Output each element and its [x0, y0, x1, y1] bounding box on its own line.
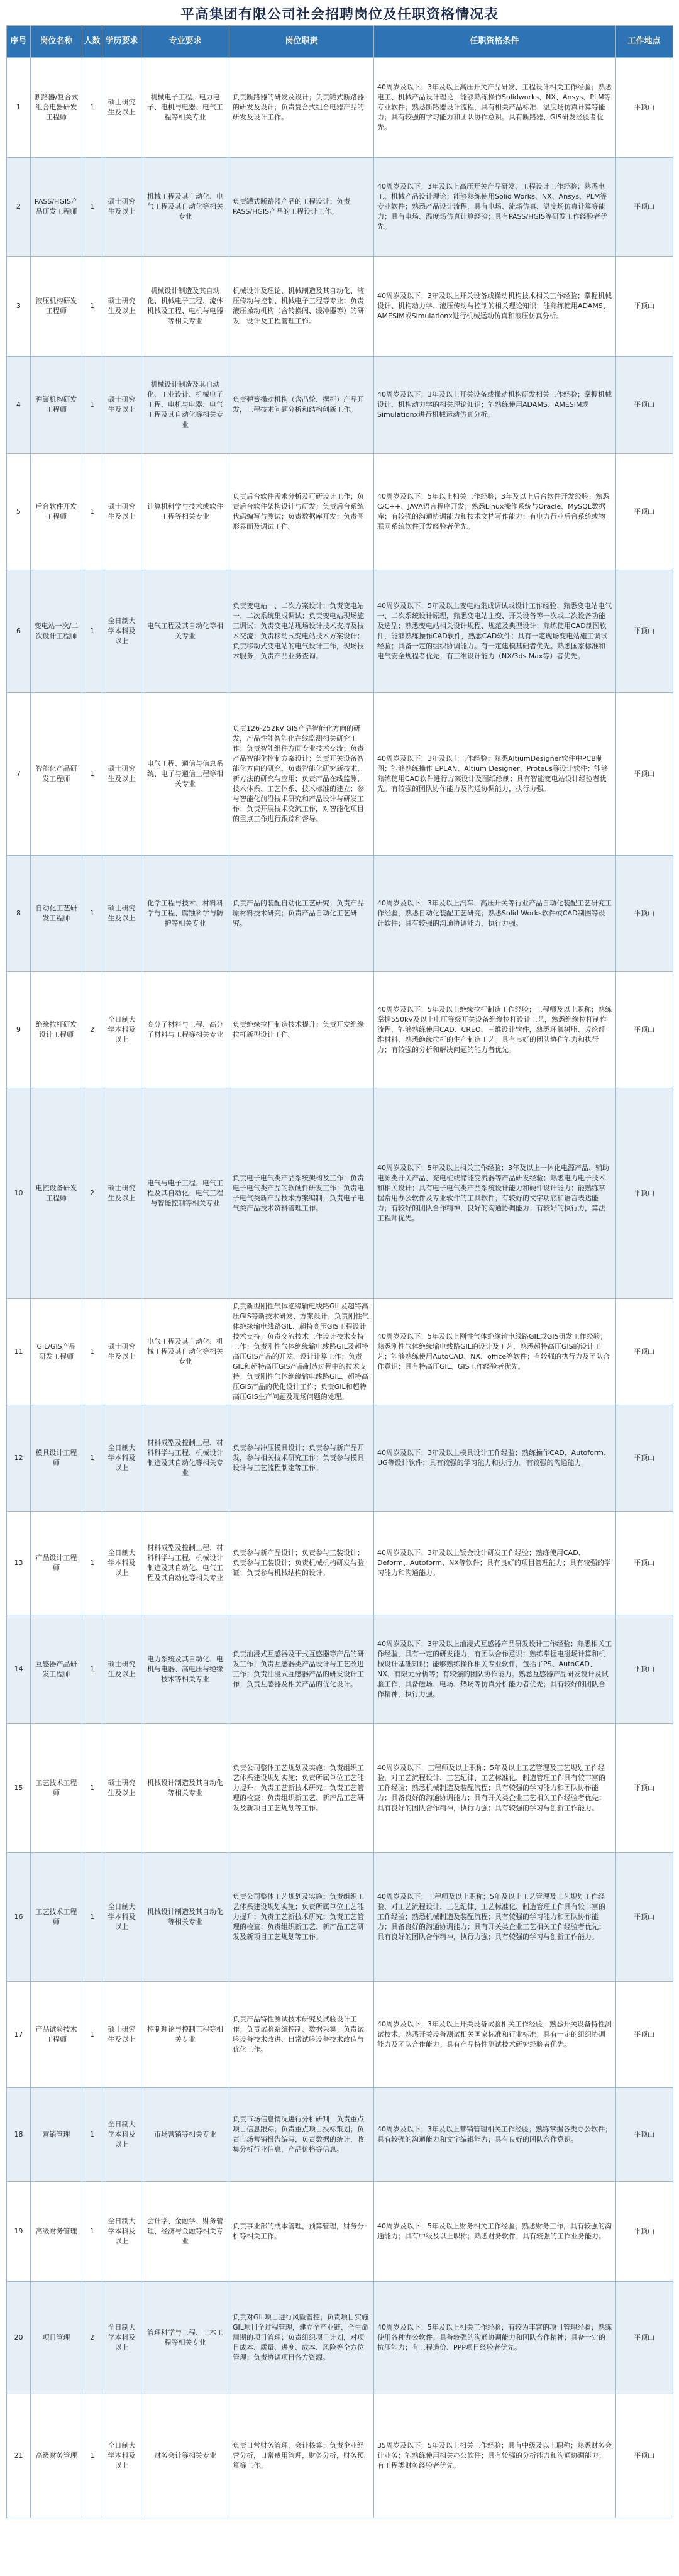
cell-major: 市场营销等相关专业: [141, 2088, 229, 2182]
cell-seq: 18: [7, 2088, 31, 2182]
cell-count: 1: [82, 2394, 102, 2518]
header-location: 工作地点: [616, 26, 673, 58]
cell-education: 硕士研究生及以上: [102, 454, 141, 570]
cell-duties: 负责126-252kV GIS产品智能化方向的研发，产品性能智能化在线监测相关研究工作；负责智能组件方面专业技术交流；负责产品智能化控制方案设计；负责开关设备智能化方向的研究，负责智能化研究新技术、新方法的研究与应用；负责产品在线监测、技术体系、工艺体系、技术标准的建立；参与智能化前沿技术研究和产品设计与研发工作；负责开展技术交流工作，对智能化项目的重点工作进行跟踪和督导。: [229, 693, 374, 856]
cell-education: 全日制大学本科及以上: [102, 2394, 141, 2518]
cell-location: 平顶山: [616, 1724, 673, 1853]
cell-seq: 3: [7, 257, 31, 357]
cell-position: 产品设计工程师: [31, 1512, 82, 1615]
cell-major: 材料成型及控制工程、材料科学与工程、机械设计制造及其自动化等相关专业: [141, 1405, 229, 1512]
cell-seq: 21: [7, 2394, 31, 2518]
cell-location: 平顶山: [616, 1982, 673, 2088]
cell-position: 绝缘拉杆研发设计工程师: [31, 972, 82, 1088]
cell-seq: 9: [7, 972, 31, 1088]
table-row: [7, 972, 673, 1088]
page-title: 平高集团有限公司社会招聘岗位及任职资格情况表: [180, 6, 499, 23]
cell-count: 1: [82, 2088, 102, 2182]
cell-count: 1: [82, 1405, 102, 1512]
cell-position: 模具设计工程师: [31, 1405, 82, 1512]
cell-major: 财务会计等相关专业: [141, 2394, 229, 2518]
cell-position: GIL/GIS产品研发工程师: [31, 1299, 82, 1405]
cell-education: 全日制大学本科及以上: [102, 1512, 141, 1615]
cell-requirements: 40周岁及以下；3年及以上开关设备或操动机构技术相关工作经验；掌握机械设计、机构动力学、液压传动与控制的相关理论知识；能熟练使用ADAMS、AMESIM或Simulationx进行机械运动仿真和液压仿真分析。: [374, 257, 616, 357]
cell-location: 平顶山: [616, 1512, 673, 1615]
cell-position: 变电站一次/二次设计工程师: [31, 570, 82, 693]
cell-duties: 负责电子电气类产品系统架构及工作；负责电子电气类产品的软硬件研发工作；负责电子电气类新产品技术方案编制；负责电子电气类产品技术资料管理工作。: [229, 1088, 374, 1299]
cell-seq: 8: [7, 856, 31, 972]
cell-seq: 5: [7, 454, 31, 570]
cell-location: 平顶山: [616, 972, 673, 1088]
cell-location: 平顶山: [616, 570, 673, 693]
cell-education: 全日制大学本科及以上: [102, 2282, 141, 2394]
cell-position: 工艺技术工程师: [31, 1724, 82, 1853]
cell-major: 会计学、金融学、财务管理、经济与金融等相关专业: [141, 2182, 229, 2282]
cell-requirements: 40周岁及以下；5年及以上相关工作经验；3年及以上一体化电源产品、辅助电源类开关产品、充电桩或储能变流器等产品研发经验；熟悉电力电子技术和相关设计；具有电子电气类产品系统设计能力和硬件设计能力；能熟练掌握常用办公软件及专业软件的工具软件；有较好的文字功底和语言表达能力；有较好的团队合作精神，良好的沟通协调能力；有较好的执行力，算法工程师优先。: [374, 1088, 616, 1299]
cell-major: 计算机科学与技术或软件工程等相关专业: [141, 454, 229, 570]
cell-position: 自动化工艺研发工程师: [31, 856, 82, 972]
cell-major: 机械设计制造及其自动化、机械电子工程、流体机械及工程、电机与电器等相关专业: [141, 257, 229, 357]
cell-seq: 13: [7, 1512, 31, 1615]
cell-duties: 负责产品的装配自动化工艺研究；负责产品原材料技术研究；负责产品自动化工艺研究。: [229, 856, 374, 972]
cell-duties: 负责变电站一、二次方案设计；负责变电站一、二次系统集成调试；负责变电站现场施工调试；负责变电站现场设计技术支持及技术交流；负责移动式变电站技术方案设计；负责移动式变电站的电气设计工作，现场技术服务；负责产品业务查询。: [229, 570, 374, 693]
cell-seq: 14: [7, 1615, 31, 1724]
table-row: [7, 158, 673, 257]
table-row: [7, 2088, 673, 2182]
cell-seq: 17: [7, 1982, 31, 2088]
cell-requirements: 40周岁及以下；5年及以上刚性气体绝缘输电线路GIL或GIS研发工作经验；熟悉刚性气体绝缘输电线路GIL的设计及工艺，熟悉超特高压GIS的设计工艺；能够熟练使用AutoCAD、NX、office等软件；有较强的执行力及团队合作意识；具有特高压GIL、GIS工作经验者优先。: [374, 1299, 616, 1405]
cell-duties: 负责对GIL项目进行风险管控；负责项目实施GIL项目全过程管理，建立全产业链、全生命周期的项目管理；负责组织项目计划，对项目成本、质量、进度、成本、风险等全方位管理；负责协调项目各方资源。: [229, 2282, 374, 2394]
cell-seq: 2: [7, 158, 31, 257]
cell-requirements: 40周岁及以下；3年及以上工作经验；熟悉AltiumDesigner软件中PCB制图；能够熟练操作 EPLAN、Altium Designer、Proteus等设计软件；能够熟练使用CAD软件进行方案设计及图纸绘制；具有智能变电站设计经验者优先。有较强的团队协作能力及沟通协调能力，执行力强。: [374, 693, 616, 856]
cell-duties: 负责日常财务管理，会计核算；负责企业经营分析，日常费用管理，财务分析，财务预算等工作。: [229, 2394, 374, 2518]
cell-position: 液压机构研发工程师: [31, 257, 82, 357]
table-header-row: [7, 26, 673, 58]
cell-major: 高分子材料与工程、高分子材料与工程等相关专业: [141, 972, 229, 1088]
cell-education: 全日制大学本科及以上: [102, 570, 141, 693]
table-row: [7, 2182, 673, 2282]
cell-duties: 负责公司整体工艺规划及实施；负责组织工艺体系建设规划实施；负责所属单位工艺能力提升；负责工艺新技术研究；负责工艺管理的检查；负责组织新工艺、新产品工艺研发及新项目工艺规划等工作。: [229, 1724, 374, 1853]
cell-major: 电气工程、通信与信息系统、电子与通信工程等相关专业: [141, 693, 229, 856]
header-duties: 岗位职责: [229, 26, 374, 58]
cell-education: 硕士研究生及以上: [102, 357, 141, 454]
cell-education: 全日制大学本科及以上: [102, 972, 141, 1088]
cell-location: 平顶山: [616, 58, 673, 158]
cell-duties: 负责新型刚性气体绝缘输电线路GIL及超特高压GIS等新技术研发、方案设计；负责刚性气体绝缘输电线路GIL、超特高压GIS工程设计技术支持；负责交流技术工作设计技术支持工作；负责刚性气体绝缘输电线路GIL及超特高压GIS产品的开发、设计计算工作；负责GIL和超特高压GIS产品制造过程中的技术支持；负责刚性气体绝缘输电线路GIL、超特高压GIS产品的优化设计工作；负责GIL和超特高压GIS生产问题及现场问题的处理。: [229, 1299, 374, 1405]
cell-major: 电气工程及其自动化等相关专业: [141, 570, 229, 693]
table-row: [7, 2394, 673, 2518]
cell-position: 互感器产品研发工程师: [31, 1615, 82, 1724]
table-body: [7, 58, 673, 2518]
cell-requirements: 40周岁及以下；3年及以上高压开关产品研发、工程设计工作经验；熟悉电工、机械产品设计理论；能够熟练使用Solid Works、NX、Ansys、PLM等专业软件；熟悉产品设计流程，具有电场、流场仿真、温度场仿真计算等能力；具有电场、温度场仿真计算经验；具有PASS/HGIS等研发工作经验者优先。: [374, 158, 616, 257]
cell-education: 硕士研究生及以上: [102, 58, 141, 158]
cell-location: 平顶山: [616, 693, 673, 856]
cell-seq: 11: [7, 1299, 31, 1405]
cell-position: 高级财务管理: [31, 2182, 82, 2282]
cell-count: 1: [82, 357, 102, 454]
cell-major: 机械设计制造及其自动化等相关专业: [141, 1724, 229, 1853]
cell-requirements: 40周岁及以下；3年及以上油浸式互感器产品研发设计工作经验；熟悉相关工作经验，具有一定的研发能力，有团队合作意识；熟练掌握电磁场计算和机械设计基础知识；能够熟练操作相关专业软件，包括了PS、AutoCAD、NX、有限元分析等；有较强的团队协作能力。熟悉互感器产品研发设计及试验工作，具备磁场、电场、热场等仿真分析能力者优先；具有较好的团队合作精神，执行力强。: [374, 1615, 616, 1724]
cell-duties: 负责罐式断路器产品的工程设计；负责PASS/HGIS产品的工程设计工作。: [229, 158, 374, 257]
cell-requirements: 40周岁及以下；3年及以上模具设计工作经验；熟练操作CAD、Autoform、UG等设计软件；具有较强的学习能力和执行力。有较强的沟通能力。: [374, 1405, 616, 1512]
cell-requirements: 40周岁及以下；3年及以上高压开关产品研发、工程设计相关工作经验；熟悉电工、机械产品设计理论；能够熟练操作Solidworks、NX、Ansys、PLM等专业软件；熟悉断路器设计流程，具有相关产品标准、温度场仿真计算等能力；具有较强的学习能力和团队协作意识。具有断路器、GIS研发经验者优先。: [374, 58, 616, 158]
cell-location: 平顶山: [616, 2282, 673, 2394]
cell-location: 平顶山: [616, 257, 673, 357]
table-row: [7, 1512, 673, 1615]
cell-duties: 负责断路器的研发及设计；负责罐式断路器的研发及设计；负责复合式组合电器产品的研发及设计工作。: [229, 58, 374, 158]
cell-education: 全日制大学本科及以上: [102, 1853, 141, 1982]
cell-duties: 负责参与冲压模具设计；负责参与新产品开发，参与相关技术研究工作；负责参与模具设计与工艺流程制定等工作。: [229, 1405, 374, 1512]
table-row: [7, 1982, 673, 2088]
cell-location: 平顶山: [616, 454, 673, 570]
cell-duties: 负责事业部的成本管理，预算管理，财务分析等相关工作。: [229, 2182, 374, 2282]
cell-education: 全日制大学本科及以上: [102, 2088, 141, 2182]
header-position: 岗位名称: [31, 26, 82, 58]
table-row: [7, 1405, 673, 1512]
cell-education: 硕士研究生及以上: [102, 1724, 141, 1853]
header-education: 学历要求: [102, 26, 141, 58]
cell-major: 电气工程及其自动化、机械工程及其自动化等相关专业: [141, 1299, 229, 1405]
cell-seq: 19: [7, 2182, 31, 2282]
cell-education: 硕士研究生及以上: [102, 257, 141, 357]
table-row: [7, 2282, 673, 2394]
cell-education: 硕士研究生及以上: [102, 693, 141, 856]
cell-requirements: 40周岁及以下；3年及以上营销管理相关工作经验；熟练掌握各类办公软件；具有较强的沟通能力和文字编辑能力；具有良好的团队合作意识。: [374, 2088, 616, 2182]
cell-major: 控制理论与控制工程等相关专业: [141, 1982, 229, 2088]
cell-position: 弹簧机构研发工程师: [31, 357, 82, 454]
cell-position: 断路器/复合式组合电器研发工程师: [31, 58, 82, 158]
header-requirements: 任职资格条件: [374, 26, 616, 58]
cell-duties: 负责产品特性测试技术研究及试验设计工作；负责试验系统控制、数据采集；负责试验设备技术改进、日常试验设备技术改造与优化工作。: [229, 1982, 374, 2088]
cell-requirements: 40周岁及以下；5年及以上相关工作经验；有较为丰富的项目管理经验；熟练使用各种办公软件；具备较强的沟通协调能力和团队合作精神；具备一定的抗压能力；有工程造价、PPP项目经验者优先。: [374, 2282, 616, 2394]
cell-seq: 7: [7, 693, 31, 856]
table-row: [7, 1088, 673, 1299]
cell-position: 智能化产品研发工程师: [31, 693, 82, 856]
cell-location: 平顶山: [616, 856, 673, 972]
cell-count: 1: [82, 1615, 102, 1724]
cell-count: 1: [82, 1512, 102, 1615]
cell-location: 平顶山: [616, 357, 673, 454]
cell-requirements: 40周岁及以下；工程师及以上职称；5年及以上工艺管理及工艺规划工作经验，对工艺流程设计、工艺纪律、工艺标准化、制造管理工作具有较丰富的工作经验；熟悉机械制造及装配流程；具有较强的学习能力和团队协作能力；具备良好的沟通协调能力；具有开关类企业工艺相关工作经验者优先；具有良好的团队合作精神，执行力强；具有较强的学习与创新工作能力。: [374, 1724, 616, 1853]
cell-major: 电力系统及其自动化、电机与电器、高电压与绝缘技术等相关专业: [141, 1615, 229, 1724]
cell-position: 营销管理: [31, 2088, 82, 2182]
cell-major: 化学工程与技术、材料科学与工程、腐蚀科学与防护等相关专业: [141, 856, 229, 972]
cell-seq: 10: [7, 1088, 31, 1299]
cell-major: 机械设计制造及其自动化、工业设计、机械电子工程、电机与电器、电气工程及其自动化等相关专业: [141, 357, 229, 454]
cell-education: 硕士研究生及以上: [102, 1615, 141, 1724]
cell-count: 1: [82, 58, 102, 158]
header-seq: 序号: [7, 26, 31, 58]
cell-seq: 12: [7, 1405, 31, 1512]
cell-location: 平顶山: [616, 1299, 673, 1405]
table-row: [7, 1299, 673, 1405]
cell-count: 1: [82, 1853, 102, 1982]
cell-position: 后台软件开发工程师: [31, 454, 82, 570]
table-row: [7, 693, 673, 856]
table-row: [7, 856, 673, 972]
cell-duties: 负责公司整体工艺规划及实施；负责组织工艺体系建设规划实施；负责所属单位工艺能力提升；负责工艺新技术研究；负责工艺管理的检查；负责组织新工艺、新产品工艺研发及新项目工艺规划等工作。: [229, 1853, 374, 1982]
cell-duties: 负责弹簧操动机构（含凸轮、摆杆）产品开发，工程技术问题分析和结构创新工作。: [229, 357, 374, 454]
cell-duties: 负责后台软件需求分析及可研设计工作；负责后台软件架构设计与研发；负责后台系统代码编写与测试；负责数据库开发；负责图形界面及调试工作。: [229, 454, 374, 570]
cell-count: 1: [82, 2182, 102, 2282]
cell-location: 平顶山: [616, 2394, 673, 2518]
cell-requirements: 40周岁及以下；3年及以上钣金设计研发工作经验；熟练使用CAD、Deform、Autoform、NX等软件；具有良好的项目管理能力；具有较强的学习能力和沟通能力。: [374, 1512, 616, 1615]
cell-count: 1: [82, 693, 102, 856]
cell-major: 机械工程及其自动化、电气工程及其自动化等相关专业: [141, 158, 229, 257]
table-row: [7, 570, 673, 693]
cell-count: 1: [82, 856, 102, 972]
cell-count: 1: [82, 1299, 102, 1405]
cell-education: 硕士研究生及以上: [102, 1088, 141, 1299]
cell-seq: 1: [7, 58, 31, 158]
cell-position: 产品试验技术工程师: [31, 1982, 82, 2088]
cell-duties: 负责市场信息情况进行分析研判；负责重点项目信息跟踪；负责重点项目投标策划；负责市场营销报告编写，负责数据的统计，收集分析行业信息，产品价格等信息。: [229, 2088, 374, 2182]
table-row: [7, 58, 673, 158]
cell-location: 平顶山: [616, 1853, 673, 1982]
cell-duties: 负责参与新产品设计；负责参与工装设计；负责参与工装设计；负责机械机构研发与验证；负责参与机械结构的设计。: [229, 1512, 374, 1615]
cell-seq: 15: [7, 1724, 31, 1853]
cell-position: 高级财务管理: [31, 2394, 82, 2518]
table-row: [7, 357, 673, 454]
cell-requirements: 40周岁及以下；5年及以上变电站集成调试或设计工作经验；熟悉变电站电气一、二次系统设计原理，熟悉变电站主变、开关设备等一次或二次设备功能及选型；熟悉变电站相关设计规程、规范及典型设计；熟练使用CAD制图软件，能够熟练操作CAD软件，熟悉CAD软件；具有一定现场变电站施工调试经验；具备一定的组织协调能力。有一定建模基础者优先。熟悉国家标准和电气安全规程者优先；有三维设计能力（NX/3ds Max等）者优先。: [374, 570, 616, 693]
cell-requirements: 40周岁及以下；5年及以上财务相关工作经验；熟悉财务工作，具有较强的沟通能力；具有中级及以上职称；熟悉财务软件；具有较强的工作业务能力。: [374, 2182, 616, 2282]
cell-requirements: 40周岁及以下；工程师及以上职称；5年及以上工艺管理及工艺规划工作经验，对工艺流程设计、工艺纪律、工艺标准化、制造管理工作具有较丰富的工作经验；熟悉机械制造及装配流程；具有较强的学习能力和团队协作能力；具备良好的沟通协调能力；具有开关类企业工艺相关工作经验者优先；具有良好的团队合作精神，执行力强；具有较强的学习与创新工作能力。: [374, 1853, 616, 1982]
cell-location: 平顶山: [616, 1088, 673, 1299]
cell-count: 1: [82, 158, 102, 257]
cell-duties: 机械设计及理论、机械制造及其自动化、液压传动与控制、机械电子工程等专业；负责液压操动机构（含转换阀、缓冲器等）的研发、设计及工程管理工作。: [229, 257, 374, 357]
cell-seq: 20: [7, 2282, 31, 2394]
cell-major: 机械电子工程、电力电子、电机与电器、电气工程等相关专业: [141, 58, 229, 158]
cell-requirements: 40周岁及以下；5年以上相关工作经验；3年及以上后台软件开发经验；熟悉C/C++、JAVA语言程序开发；熟悉Linux操作系统与Oracle、MySQL数据库；有较强的沟通协调能力和技术文档写作能力；有电力行业后台系统或物联网系统软件开发经验者优先。: [374, 454, 616, 570]
header-count: 人数: [82, 26, 102, 58]
table-row: [7, 1615, 673, 1724]
table-row: [7, 454, 673, 570]
cell-seq: 16: [7, 1853, 31, 1982]
cell-education: 全日制大学本科及以上: [102, 1405, 141, 1512]
cell-position: PASS/HGIS产品研发工程师: [31, 158, 82, 257]
cell-count: 1: [82, 257, 102, 357]
cell-education: 全日制大学本科及以上: [102, 2182, 141, 2282]
cell-requirements: 40周岁及以下；3年及以上汽车、高压开关等行业产品自动化装配工艺研究工作经验，熟悉自动化装配工艺研究；熟悉Solid Works软件或CAD制图等设计软件；具有较强的沟通协调能力，执行力强。: [374, 856, 616, 972]
cell-count: 2: [82, 972, 102, 1088]
cell-duties: 负责绝缘拉杆制造技术提升；负责开发绝缘拉杆新型设计工作。: [229, 972, 374, 1088]
cell-education: 硕士研究生及以上: [102, 856, 141, 972]
cell-major: 机械设计制造及其自动化等相关专业: [141, 1853, 229, 1982]
cell-education: 硕士研究生及以上: [102, 1982, 141, 2088]
cell-requirements: 40周岁及以下；3年及以上开关设备试验相关工作经验；熟悉开关设备特性测试技术，熟悉开关设备测试相关国家标准和行业标准；具有一定的组织协调能力及团队合作能力；具有产品特性测试技术研究经验者优先。: [374, 1982, 616, 2088]
cell-position: 项目管理: [31, 2282, 82, 2394]
cell-count: 1: [82, 570, 102, 693]
cell-seq: 6: [7, 570, 31, 693]
table-row: [7, 1724, 673, 1853]
cell-major: 管理科学与工程、土木工程等相关专业: [141, 2282, 229, 2394]
table-row: [7, 1853, 673, 1982]
cell-count: 1: [82, 454, 102, 570]
cell-requirements: 40周岁及以下；5年及以上绝缘拉杆制造工作经验；工程师及以上职称；熟练掌握550kV及以上电压等级开关设备绝缘拉杆设计工艺，熟悉绝缘拉杆制作流程，能够熟练使用CAD、CREO、三维设计软件，熟悉环氧树脂、芳纶纤维材料，熟悉绝缘拉杆的生产制造工艺。具有良好的团队协作能力和执行力；有较强的分析和解决问题的能力者优先。: [374, 972, 616, 1088]
cell-position: 工艺技术工程师: [31, 1853, 82, 1982]
cell-duties: 负责油浸式互感器及干式互感器等产品的研发工作；负责互感器类产品设计与工艺改进工作；负责油浸式互感器产品的研发设计工作；负责互感器及相关产品的优化设计。: [229, 1615, 374, 1724]
cell-count: 2: [82, 2282, 102, 2394]
cell-location: 平顶山: [616, 1405, 673, 1512]
table-row: [7, 257, 673, 357]
cell-location: 平顶山: [616, 158, 673, 257]
cell-requirements: 35周岁及以下；5年及以上相关工作经验；具有中级及以上职称；熟悉财务会计业务；能熟练使用相关办公软件；具有较强的分析能力和沟通协调能力；有工程类财务经验者优先。: [374, 2394, 616, 2518]
cell-count: 2: [82, 1088, 102, 1299]
cell-major: 材料成型及控制工程、材料科学与工程、机械设计制造及其自动化、电气工程及其自动化等相关专业: [141, 1512, 229, 1615]
cell-count: 1: [82, 1982, 102, 2088]
cell-requirements: 40周岁及以下；3年及以上开关设备或操动机构研发相关工作经验；掌握机械设计、机构动力学的相关理论知识；能熟练使用ADAMS、AMESIM或Simulationx进行机械运动仿真分析。: [374, 357, 616, 454]
cell-location: 平顶山: [616, 2088, 673, 2182]
cell-location: 平顶山: [616, 2182, 673, 2282]
cell-location: 平顶山: [616, 1615, 673, 1724]
cell-position: 电控设备研发工程师: [31, 1088, 82, 1299]
cell-education: 硕士研究生及以上: [102, 158, 141, 257]
header-major: 专业要求: [141, 26, 229, 58]
cell-education: 硕士研究生及以上: [102, 1299, 141, 1405]
cell-seq: 4: [7, 357, 31, 454]
page: [6, 0, 673, 2518]
cell-major: 电气与电子工程、电气工程及其自动化、电气工程与智能控制等相关专业: [141, 1088, 229, 1299]
cell-count: 1: [82, 1724, 102, 1853]
recruitment-table: [6, 25, 673, 2518]
